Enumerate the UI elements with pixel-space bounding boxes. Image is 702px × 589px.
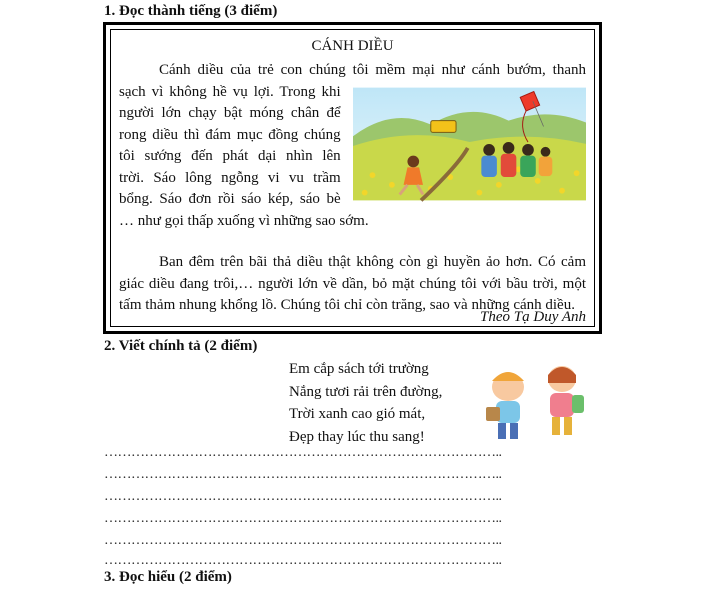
writing-line: …………………………………………………………………………….. — [104, 445, 502, 460]
writing-line: …………………………………………………………………………….. — [104, 511, 502, 526]
poem-line: Nắng tươi rải trên đường, — [289, 383, 443, 400]
kite-flying-illustration — [353, 86, 586, 202]
reading-passage-inner-border — [110, 29, 595, 327]
boy-figure — [486, 372, 524, 439]
wrapped-line: người lớn chạy bật móng chân để — [119, 105, 341, 121]
dictation-poem — [289, 358, 442, 448]
paragraph-2 — [119, 252, 586, 317]
poem-line: Trời xanh cao gió mát, — [289, 406, 426, 422]
writing-line: …………………………………………………………………………….. — [104, 553, 502, 568]
paragraph-1 — [119, 60, 586, 232]
paragraph-1-line-1: Cánh diều của trẻ con chúng tôi mềm mại như cánh bướm, thanh — [159, 62, 586, 78]
wrapped-line: bổng. Sáo đơn rồi sáo kép, sáo bè — [119, 191, 341, 207]
poem-line: Em cắp sách tới trường — [289, 361, 429, 377]
section-2-heading: 2. Viết chính tả (2 điểm) — [104, 338, 258, 354]
wrapped-line: trời. Sáo lông ngỗng vi vu trầm — [119, 169, 341, 186]
text-with-image-row — [119, 82, 586, 211]
paragraph-2-text: Ban đêm trên bãi thả diều thật không còn gì huyền ảo hơn. Có cảm giác diều đang trôi,… người lớn về dần, bỏ mặt chúng tôi với bầu trời, một tấm thảm nhung khổng lồ. Chúng tôi chỉ còn trăng, sao và những cánh diều. — [119, 254, 586, 313]
paragraph-1-last-line: … như gọi thấp xuống vì những sao sớm. — [119, 212, 369, 229]
wrapped-line: tôi sướng đến phát dại nhìn lên — [119, 148, 341, 164]
train — [430, 120, 455, 132]
writing-line: …………………………………………………………………………….. — [104, 467, 502, 482]
wrapped-line: rong diều thì đám mục đồng chúng — [119, 126, 341, 143]
wrapped-line: sạch vì không hề vụ lợi. Trong khi — [119, 83, 341, 100]
writing-line: …………………………………………………………………………….. — [104, 489, 502, 504]
story-title: CÁNH DIỀU — [311, 38, 394, 54]
section-3-heading: 3. Đọc hiểu (2 điểm) — [104, 569, 232, 585]
poem-line: Đẹp thay lúc thu sang! — [289, 428, 425, 445]
author-credit: Theo Tạ Duy Anh — [480, 309, 586, 325]
section-1-heading: 1. Đọc thành tiếng (3 điểm) — [104, 3, 278, 19]
wrapped-text-block — [119, 82, 341, 211]
children-going-to-school-illustration — [474, 357, 594, 447]
reading-passage-frame — [103, 22, 602, 334]
writing-line: …………………………………………………………………………….. — [104, 533, 502, 548]
girl-figure — [548, 366, 584, 435]
